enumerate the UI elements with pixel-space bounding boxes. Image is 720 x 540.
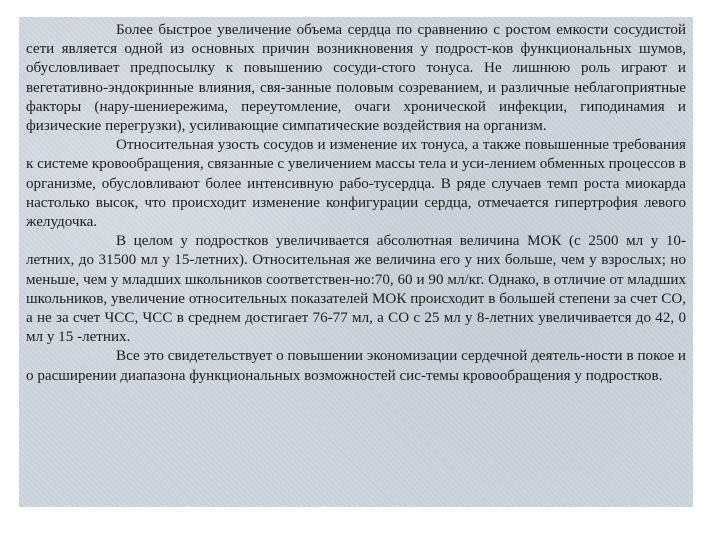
paragraph-vessel-narrowness: Относительная узость сосудов и изменение их тонуса, а также повышенные требования к системе кровообращения, связанные с увеличением массы тела и уси-лением обменных процессов в организме, обусловливают более интенсивную рабо-тусердца. В ряде случаев темп роста миокарда настолько высок, что происходит изменение конфигурации сердца, отмечается гипертрофия левого желудочка. [26,137,686,231]
paragraph-heart-growth: Более быстрое увеличение объема сердца по сравнению с ростом емкости сосудистой сети является одной из основных причин возникновения у подрост-ков функциональных шумов, обусловливает предпосылку к повышению сосуди-стого тонуса. Не лишнюю роль играют и вегетативно-эндокринные влияния, свя-занные половым созреванием, и различные неблагоприятные факторы (нару-шениережима, переутомление, очаги хронической инфекции, гиподинамия и физические перегрузки), усиливающие симпатические воздействия на организм. [26,22,686,135]
text-panel [19,17,693,507]
paragraph-mok-values: В целом у подростков увеличивается абсолютная величина МОК (с 2500 мл у 10-летних, до 31500 мл у 15-летних). Относительная же величина его у них больше, чем у взрослых; но меньше, чем у младших школьников соответствен-но:70, 60 и 90 мл/кг. Однако, в отличие от младших школьников, увеличение относительных показателей МОК происходит в большей степени за счет СО, а не за счет ЧСС, ЧСС в среднем достигает 76-77 мл, а СО с 25 мл у 8-летних увеличивается до 42, 0 мл у 15 -летних. [26,233,686,346]
paragraph-conclusion: Все это свидетельствует о повышении экономизации сердечной деятель-ности в покое и о расширении диапазона функциональных возможностей сис-темы кровообращения у подростков. [26,348,686,384]
